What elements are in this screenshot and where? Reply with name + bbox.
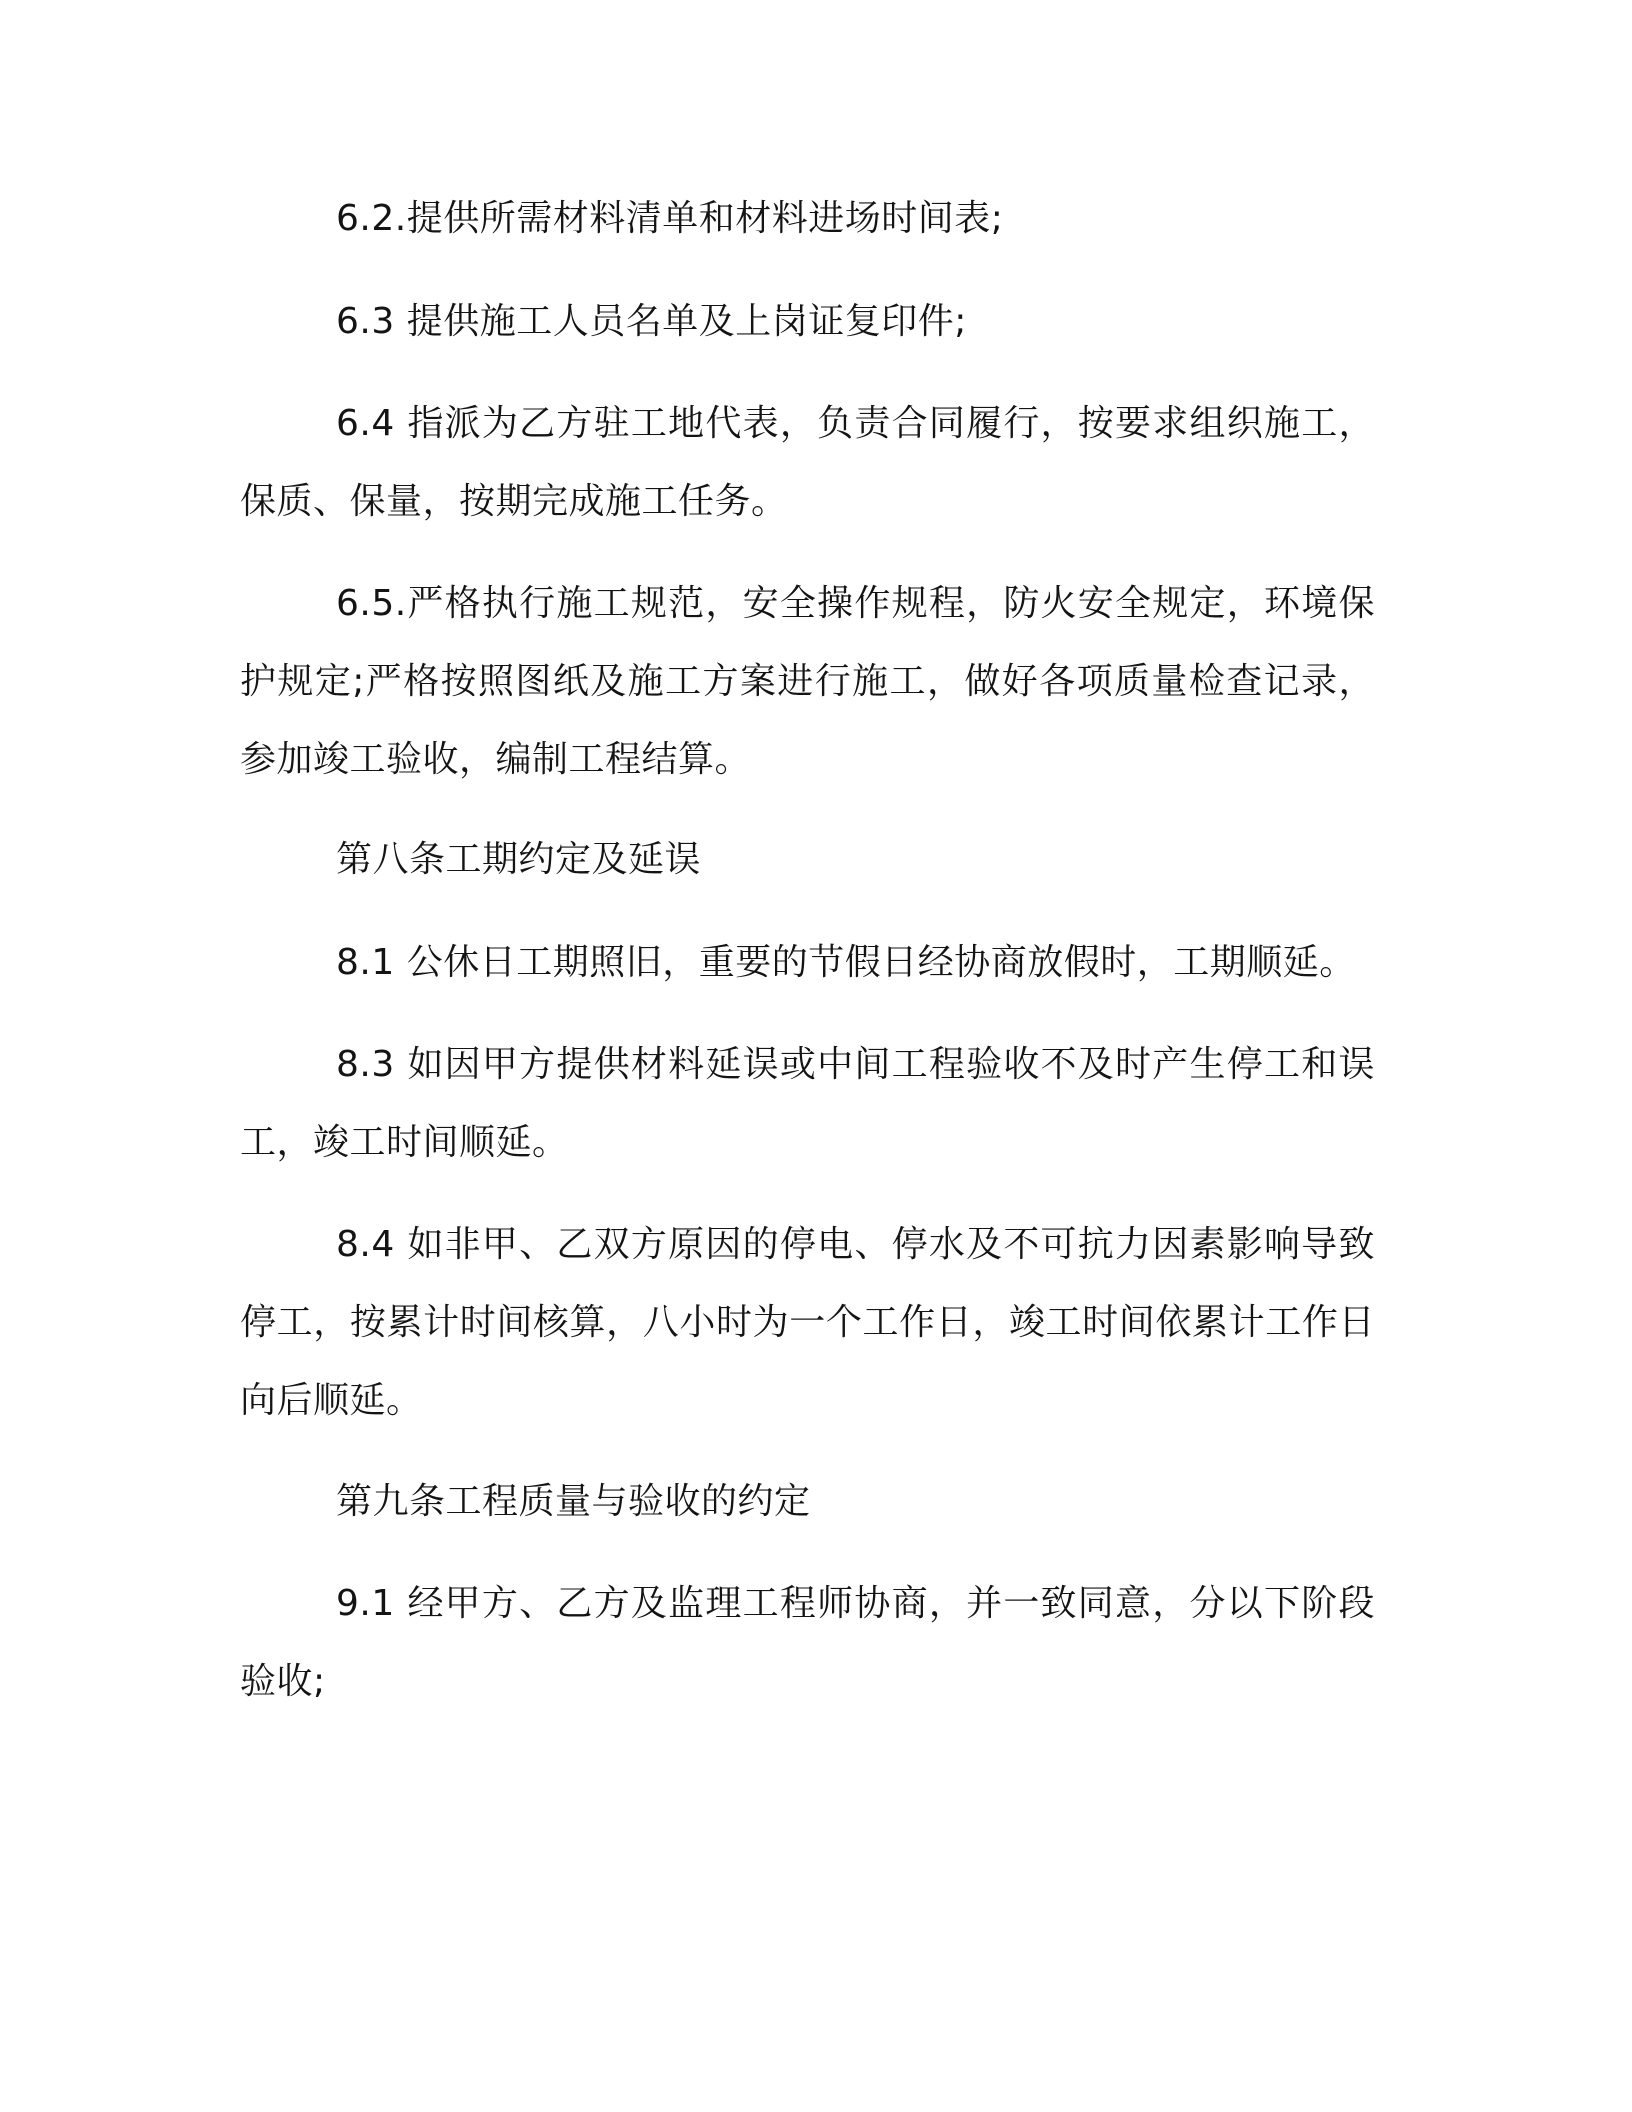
paragraph-8-1: 8.1 公休日工期照旧，重要的节假日经协商放假时，工期顺延。 <box>336 942 1356 983</box>
paragraph-6-4: 6.4 指派为乙方驻工地代表，负责合同履行，按要求组织施工，保质、保量，按期完成施工任务。 <box>240 403 1375 522</box>
section-heading-9: 第九条工程质量与验收的约定 <box>336 1481 811 1522</box>
paragraph-6-3: 6.3 提供施工人员名单及上岗证复印件; <box>336 301 967 342</box>
paragraph-9-1: 9.1 经甲方、乙方及监理工程师协商，并一致同意，分以下阶段验收; <box>240 1583 1375 1702</box>
paragraph-8-3: 8.3 如因甲方提供材料延误或中间工程验收不及时产生停工和误工，竣工时间顺延。 <box>240 1044 1375 1163</box>
section-heading-8: 第八条工期约定及延误 <box>336 839 702 880</box>
paragraph-8-4: 8.4 如非甲、乙双方原因的停电、停水及不可抗力因素影响导致停工，按累计时间核算，八小时为一个工作日，竣工时间依累计工作日向后顺延。 <box>240 1224 1375 1421</box>
paragraph-6-5: 6.5.严格执行施工规范，安全操作规程，防火安全规定，环境保护规定;严格按照图纸及施工方案进行施工，做好各项质量检查记录，参加竣工验收，编制工程结算。 <box>240 583 1375 780</box>
paragraph-6-2: 6.2.提供所需材料清单和材料进场时间表; <box>336 198 1004 239</box>
